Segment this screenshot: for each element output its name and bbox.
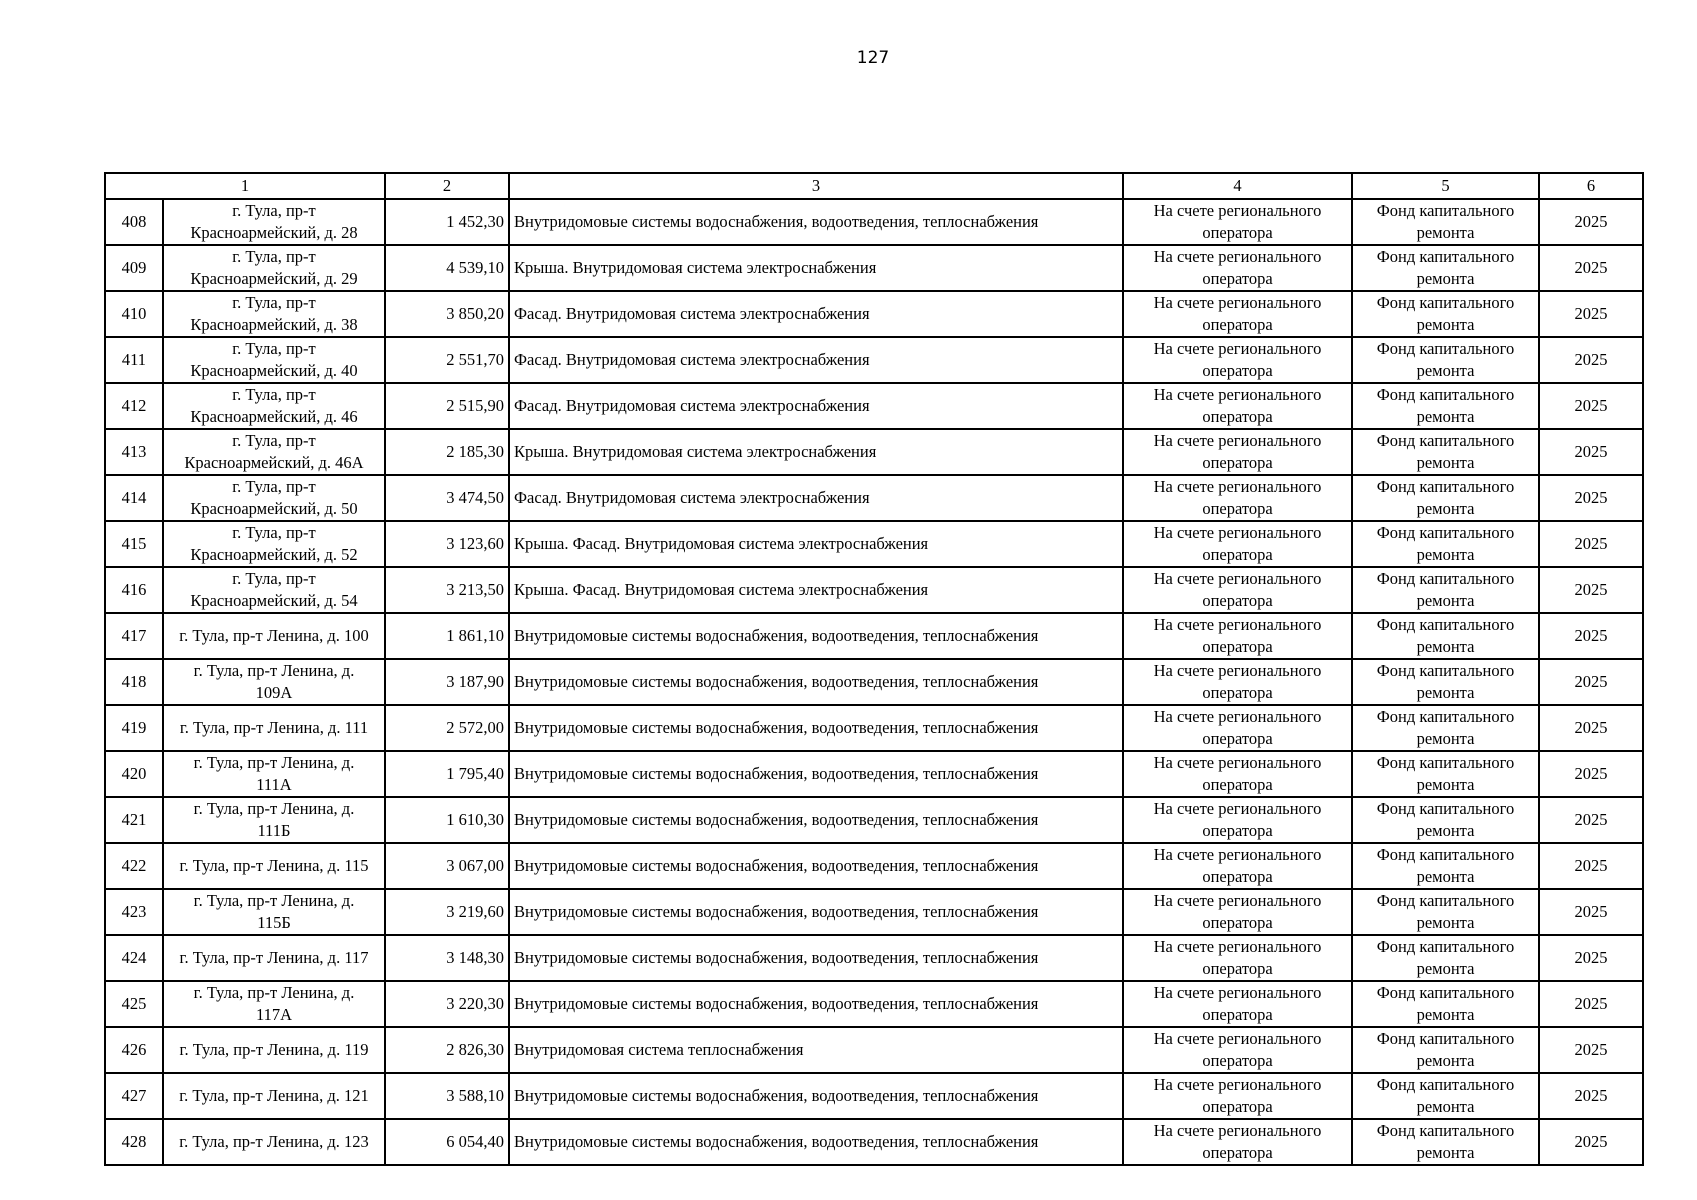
- account-cell-line: оператора: [1202, 1097, 1273, 1116]
- address-cell-line: г. Тула, пр-т: [232, 477, 316, 496]
- funding-cell: [1352, 1119, 1539, 1165]
- account-cell-line: На счете регионального: [1153, 385, 1322, 404]
- account-cell-line: На счете регионального: [1153, 1075, 1322, 1094]
- column-header: 1: [105, 173, 385, 199]
- address-cell-line: г. Тула, пр-т Ленина, д.: [193, 799, 355, 818]
- address-cell: [163, 337, 385, 383]
- account-cell-line: оператора: [1202, 775, 1273, 794]
- funding-cell: [1352, 843, 1539, 889]
- year-cell: 2025: [1539, 613, 1643, 659]
- table-header-row: [105, 173, 1643, 199]
- table-row: [105, 797, 1643, 843]
- account-cell: [1123, 797, 1352, 843]
- account-cell: [1123, 383, 1352, 429]
- account-cell: [1123, 613, 1352, 659]
- row-number: 415: [105, 521, 163, 567]
- year-cell: 2025: [1539, 1119, 1643, 1165]
- account-cell-line: На счете регионального: [1153, 615, 1322, 634]
- address-cell: [163, 981, 385, 1027]
- account-cell-line: На счете регионального: [1153, 293, 1322, 312]
- area-cell: 2 515,90: [385, 383, 509, 429]
- funding-cell-line: ремонта: [1416, 867, 1475, 886]
- address-cell-line: г. Тула, пр-т Ленина, д. 117: [179, 948, 369, 967]
- row-number: 416: [105, 567, 163, 613]
- address-cell-line: г. Тула, пр-т Ленина, д.: [193, 983, 355, 1002]
- funding-cell: [1352, 245, 1539, 291]
- account-cell: [1123, 429, 1352, 475]
- area-cell: 1 861,10: [385, 613, 509, 659]
- funding-cell-line: ремонта: [1416, 591, 1475, 610]
- area-cell: 3 067,00: [385, 843, 509, 889]
- area-cell: 3 588,10: [385, 1073, 509, 1119]
- area-cell: 2 551,70: [385, 337, 509, 383]
- row-number: 409: [105, 245, 163, 291]
- account-cell: [1123, 475, 1352, 521]
- address-cell-line: г. Тула, пр-т Ленина, д. 119: [179, 1040, 369, 1059]
- row-number: 411: [105, 337, 163, 383]
- year-cell: 2025: [1539, 797, 1643, 843]
- year-cell: 2025: [1539, 199, 1643, 245]
- table-row: [105, 751, 1643, 797]
- work-type-cell: Внутридомовая система теплоснабжения: [509, 1027, 1123, 1073]
- account-cell-line: оператора: [1202, 1051, 1273, 1070]
- funding-cell-line: Фонд капитального: [1376, 339, 1515, 358]
- address-cell-line: Красноармейский, д. 28: [190, 223, 358, 242]
- address-cell-line: г. Тула, пр-т: [232, 201, 316, 220]
- funding-cell-line: Фонд капитального: [1376, 1121, 1515, 1140]
- column-header: 5: [1352, 173, 1539, 199]
- row-number: 418: [105, 659, 163, 705]
- work-type-cell: Крыша. Внутридомовая система электроснабжения: [509, 245, 1123, 291]
- address-cell-line: г. Тула, пр-т Ленина, д.: [193, 753, 355, 772]
- funding-cell: [1352, 337, 1539, 383]
- address-cell-line: Красноармейский, д. 38: [190, 315, 358, 334]
- table-row: [105, 245, 1643, 291]
- area-cell: 4 539,10: [385, 245, 509, 291]
- work-type-cell: Внутридомовые системы водоснабжения, водоотведения, теплоснабжения: [509, 199, 1123, 245]
- year-cell: 2025: [1539, 245, 1643, 291]
- account-cell: [1123, 337, 1352, 383]
- area-cell: 1 452,30: [385, 199, 509, 245]
- address-cell-line: г. Тула, пр-т: [232, 523, 316, 542]
- address-cell: [163, 935, 385, 981]
- account-cell: [1123, 1027, 1352, 1073]
- funding-cell-line: ремонта: [1416, 1051, 1475, 1070]
- row-number: 420: [105, 751, 163, 797]
- funding-cell-line: ремонта: [1416, 683, 1475, 702]
- year-cell: 2025: [1539, 981, 1643, 1027]
- funding-cell-line: Фонд капитального: [1376, 247, 1515, 266]
- work-type-cell: Внутридомовые системы водоснабжения, водоотведения, теплоснабжения: [509, 797, 1123, 843]
- address-cell: [163, 659, 385, 705]
- funding-cell-line: ремонта: [1416, 223, 1475, 242]
- funding-cell-line: ремонта: [1416, 269, 1475, 288]
- account-cell-line: На счете регионального: [1153, 477, 1322, 496]
- year-cell: 2025: [1539, 843, 1643, 889]
- account-cell: [1123, 751, 1352, 797]
- work-type-cell: Внутридомовые системы водоснабжения, водоотведения, теплоснабжения: [509, 751, 1123, 797]
- account-cell-line: На счете регионального: [1153, 983, 1322, 1002]
- funding-cell-line: ремонта: [1416, 453, 1475, 472]
- table-row: [105, 1073, 1643, 1119]
- funding-cell: [1352, 199, 1539, 245]
- funding-cell: [1352, 567, 1539, 613]
- funding-cell-line: ремонта: [1416, 545, 1475, 564]
- year-cell: 2025: [1539, 337, 1643, 383]
- account-cell-line: На счете регионального: [1153, 1029, 1322, 1048]
- funding-cell-line: Фонд капитального: [1376, 799, 1515, 818]
- area-cell: 1 610,30: [385, 797, 509, 843]
- area-cell: 3 148,30: [385, 935, 509, 981]
- address-cell-line: г. Тула, пр-т Ленина, д. 100: [179, 626, 369, 645]
- funding-cell-line: ремонта: [1416, 1005, 1475, 1024]
- account-cell-line: оператора: [1202, 821, 1273, 840]
- funding-cell: [1352, 521, 1539, 567]
- table-row: [105, 199, 1643, 245]
- funding-cell-line: ремонта: [1416, 315, 1475, 334]
- funding-cell-line: Фонд капитального: [1376, 707, 1515, 726]
- address-cell: [163, 797, 385, 843]
- address-cell: [163, 1119, 385, 1165]
- area-cell: 3 123,60: [385, 521, 509, 567]
- funding-cell-line: Фонд капитального: [1376, 661, 1515, 680]
- row-number: 424: [105, 935, 163, 981]
- year-cell: 2025: [1539, 751, 1643, 797]
- address-cell-line: Красноармейский, д. 46: [190, 407, 358, 426]
- year-cell: 2025: [1539, 383, 1643, 429]
- funding-cell-line: Фонд капитального: [1376, 891, 1515, 910]
- funding-cell: [1352, 751, 1539, 797]
- work-type-cell: Внутридомовые системы водоснабжения, водоотведения, теплоснабжения: [509, 1073, 1123, 1119]
- account-cell-line: оператора: [1202, 959, 1273, 978]
- address-cell-line: г. Тула, пр-т Ленина, д. 111: [179, 718, 369, 737]
- year-cell: 2025: [1539, 291, 1643, 337]
- address-cell: [163, 1027, 385, 1073]
- address-cell: [163, 199, 385, 245]
- funding-cell-line: Фонд капитального: [1376, 845, 1515, 864]
- year-cell: 2025: [1539, 567, 1643, 613]
- area-cell: 6 054,40: [385, 1119, 509, 1165]
- table-row: [105, 291, 1643, 337]
- account-cell: [1123, 889, 1352, 935]
- table-row: [105, 567, 1643, 613]
- funding-cell: [1352, 981, 1539, 1027]
- area-cell: 3 474,50: [385, 475, 509, 521]
- funding-cell-line: Фонд капитального: [1376, 753, 1515, 772]
- account-cell-line: На счете регионального: [1153, 707, 1322, 726]
- address-cell-line: Красноармейский, д. 50: [190, 499, 358, 518]
- row-number: 408: [105, 199, 163, 245]
- funding-cell-line: ремонта: [1416, 959, 1475, 978]
- address-cell-line: г. Тула, пр-т Ленина, д. 115: [179, 856, 369, 875]
- funding-cell-line: ремонта: [1416, 407, 1475, 426]
- page-number: 127: [856, 48, 890, 68]
- account-cell-line: На счете регионального: [1153, 339, 1322, 358]
- funding-cell-line: Фонд капитального: [1376, 385, 1515, 404]
- year-cell: 2025: [1539, 1027, 1643, 1073]
- address-cell-line: г. Тула, пр-т Ленина, д.: [193, 891, 355, 910]
- row-number: 427: [105, 1073, 163, 1119]
- address-cell-line: 117А: [255, 1005, 293, 1024]
- funding-cell-line: ремонта: [1416, 821, 1475, 840]
- work-type-cell: Фасад. Внутридомовая система электроснабжения: [509, 291, 1123, 337]
- account-cell-line: оператора: [1202, 499, 1273, 518]
- row-number: 428: [105, 1119, 163, 1165]
- account-cell-line: оператора: [1202, 729, 1273, 748]
- account-cell-line: оператора: [1202, 913, 1273, 932]
- account-cell-line: На счете регионального: [1153, 937, 1322, 956]
- funding-cell-line: Фонд капитального: [1376, 983, 1515, 1002]
- account-cell-line: На счете регионального: [1153, 753, 1322, 772]
- column-header: 6: [1539, 173, 1643, 199]
- address-cell: [163, 383, 385, 429]
- row-number: 410: [105, 291, 163, 337]
- funding-cell-line: Фонд капитального: [1376, 523, 1515, 542]
- account-cell-line: оператора: [1202, 867, 1273, 886]
- account-cell-line: оператора: [1202, 545, 1273, 564]
- area-cell: 3 219,60: [385, 889, 509, 935]
- funding-cell-line: Фонд капитального: [1376, 937, 1515, 956]
- year-cell: 2025: [1539, 1073, 1643, 1119]
- area-cell: 3 850,20: [385, 291, 509, 337]
- table-row: [105, 613, 1643, 659]
- account-cell: [1123, 935, 1352, 981]
- area-cell: 3 220,30: [385, 981, 509, 1027]
- funding-cell-line: ремонта: [1416, 637, 1475, 656]
- account-cell: [1123, 659, 1352, 705]
- account-cell: [1123, 291, 1352, 337]
- address-cell: [163, 475, 385, 521]
- column-header: 4: [1123, 173, 1352, 199]
- year-cell: 2025: [1539, 521, 1643, 567]
- row-number: 422: [105, 843, 163, 889]
- funding-cell: [1352, 797, 1539, 843]
- funding-cell-line: Фонд капитального: [1376, 1029, 1515, 1048]
- address-cell: [163, 245, 385, 291]
- account-cell-line: На счете регионального: [1153, 431, 1322, 450]
- address-cell-line: 115Б: [257, 913, 291, 932]
- area-cell: 1 795,40: [385, 751, 509, 797]
- table-row: [105, 935, 1643, 981]
- year-cell: 2025: [1539, 705, 1643, 751]
- table-row: [105, 429, 1643, 475]
- address-cell-line: г. Тула, пр-т: [232, 385, 316, 404]
- table-row: [105, 1027, 1643, 1073]
- area-cell: 3 187,90: [385, 659, 509, 705]
- work-type-cell: Внутридомовые системы водоснабжения, водоотведения, теплоснабжения: [509, 889, 1123, 935]
- work-type-cell: Внутридомовые системы водоснабжения, водоотведения, теплоснабжения: [509, 843, 1123, 889]
- account-cell-line: На счете регионального: [1153, 201, 1322, 220]
- address-cell: [163, 1073, 385, 1119]
- account-cell: [1123, 1119, 1352, 1165]
- funding-cell: [1352, 889, 1539, 935]
- account-cell-line: оператора: [1202, 591, 1273, 610]
- address-cell-line: 111А: [256, 775, 292, 794]
- account-cell-line: оператора: [1202, 269, 1273, 288]
- table-row: [105, 981, 1643, 1027]
- funding-cell: [1352, 429, 1539, 475]
- address-cell-line: Красноармейский, д. 46А: [184, 453, 364, 472]
- work-type-cell: Крыша. Фасад. Внутридомовая система электроснабжения: [509, 567, 1123, 613]
- table-row: [105, 475, 1643, 521]
- account-cell-line: оператора: [1202, 361, 1273, 380]
- account-cell: [1123, 199, 1352, 245]
- funding-cell: [1352, 659, 1539, 705]
- account-cell-line: На счете регионального: [1153, 661, 1322, 680]
- account-cell-line: оператора: [1202, 1005, 1273, 1024]
- work-type-cell: Внутридомовые системы водоснабжения, водоотведения, теплоснабжения: [509, 613, 1123, 659]
- address-cell: [163, 613, 385, 659]
- table-row: [105, 843, 1643, 889]
- funding-cell: [1352, 935, 1539, 981]
- year-cell: 2025: [1539, 659, 1643, 705]
- account-cell-line: оператора: [1202, 407, 1273, 426]
- row-number: 423: [105, 889, 163, 935]
- row-number: 426: [105, 1027, 163, 1073]
- funding-cell-line: Фонд капитального: [1376, 431, 1515, 450]
- funding-cell-line: Фонд капитального: [1376, 1075, 1515, 1094]
- repair-program-table: [104, 172, 1644, 1166]
- funding-cell: [1352, 613, 1539, 659]
- address-cell-line: г. Тула, пр-т Ленина, д. 123: [179, 1132, 369, 1151]
- funding-cell-line: ремонта: [1416, 1097, 1475, 1116]
- account-cell: [1123, 521, 1352, 567]
- area-cell: 2 572,00: [385, 705, 509, 751]
- address-cell-line: г. Тула, пр-т Ленина, д. 121: [179, 1086, 369, 1105]
- account-cell-line: оператора: [1202, 223, 1273, 242]
- table-row: [105, 521, 1643, 567]
- funding-cell-line: Фонд капитального: [1376, 569, 1515, 588]
- row-number: 412: [105, 383, 163, 429]
- account-cell-line: оператора: [1202, 315, 1273, 334]
- account-cell: [1123, 1073, 1352, 1119]
- table-row: [105, 705, 1643, 751]
- address-cell: [163, 889, 385, 935]
- address-cell-line: Красноармейский, д. 54: [190, 591, 358, 610]
- account-cell: [1123, 567, 1352, 613]
- address-cell-line: Красноармейский, д. 40: [190, 361, 358, 380]
- funding-cell: [1352, 1073, 1539, 1119]
- table-row: [105, 889, 1643, 935]
- address-cell: [163, 843, 385, 889]
- account-cell-line: На счете регионального: [1153, 891, 1322, 910]
- account-cell-line: На счете регионального: [1153, 845, 1322, 864]
- funding-cell: [1352, 475, 1539, 521]
- year-cell: 2025: [1539, 935, 1643, 981]
- column-header: 2: [385, 173, 509, 199]
- address-cell: [163, 291, 385, 337]
- table-row: [105, 383, 1643, 429]
- account-cell-line: оператора: [1202, 683, 1273, 702]
- funding-cell: [1352, 705, 1539, 751]
- account-cell: [1123, 981, 1352, 1027]
- funding-cell-line: ремонта: [1416, 361, 1475, 380]
- account-cell-line: На счете регионального: [1153, 1121, 1322, 1140]
- row-number: 417: [105, 613, 163, 659]
- row-number: 419: [105, 705, 163, 751]
- row-number: 414: [105, 475, 163, 521]
- account-cell-line: На счете регионального: [1153, 523, 1322, 542]
- address-cell-line: г. Тула, пр-т: [232, 431, 316, 450]
- address-cell: [163, 567, 385, 613]
- funding-cell: [1352, 383, 1539, 429]
- area-cell: 2 185,30: [385, 429, 509, 475]
- area-cell: 3 213,50: [385, 567, 509, 613]
- address-cell-line: 109А: [255, 683, 293, 702]
- year-cell: 2025: [1539, 429, 1643, 475]
- area-cell: 2 826,30: [385, 1027, 509, 1073]
- work-type-cell: Внутридомовые системы водоснабжения, водоотведения, теплоснабжения: [509, 705, 1123, 751]
- account-cell: [1123, 245, 1352, 291]
- account-cell: [1123, 705, 1352, 751]
- address-cell: [163, 429, 385, 475]
- address-cell-line: г. Тула, пр-т: [232, 293, 316, 312]
- account-cell-line: На счете регионального: [1153, 247, 1322, 266]
- row-number: 413: [105, 429, 163, 475]
- table-row: [105, 1119, 1643, 1165]
- work-type-cell: Фасад. Внутридомовая система электроснабжения: [509, 337, 1123, 383]
- work-type-cell: Внутридомовые системы водоснабжения, водоотведения, теплоснабжения: [509, 1119, 1123, 1165]
- work-type-cell: Внутридомовые системы водоснабжения, водоотведения, теплоснабжения: [509, 935, 1123, 981]
- funding-cell: [1352, 291, 1539, 337]
- address-cell-line: г. Тула, пр-т: [232, 247, 316, 266]
- funding-cell-line: Фонд капитального: [1376, 201, 1515, 220]
- address-cell: [163, 751, 385, 797]
- row-number: 421: [105, 797, 163, 843]
- funding-cell-line: Фонд капитального: [1376, 615, 1515, 634]
- row-number: 425: [105, 981, 163, 1027]
- account-cell-line: оператора: [1202, 637, 1273, 656]
- address-cell: [163, 705, 385, 751]
- address-cell-line: г. Тула, пр-т Ленина, д.: [193, 661, 355, 680]
- funding-cell-line: ремонта: [1416, 1143, 1475, 1162]
- account-cell-line: На счете регионального: [1153, 569, 1322, 588]
- address-cell-line: Красноармейский, д. 52: [190, 545, 358, 564]
- funding-cell-line: ремонта: [1416, 913, 1475, 932]
- year-cell: 2025: [1539, 475, 1643, 521]
- table-row: [105, 337, 1643, 383]
- account-cell-line: оператора: [1202, 453, 1273, 472]
- work-type-cell: Фасад. Внутридомовая система электроснабжения: [509, 475, 1123, 521]
- funding-cell: [1352, 1027, 1539, 1073]
- address-cell-line: Красноармейский, д. 29: [190, 269, 358, 288]
- work-type-cell: Внутридомовые системы водоснабжения, водоотведения, теплоснабжения: [509, 981, 1123, 1027]
- year-cell: 2025: [1539, 889, 1643, 935]
- table-row: [105, 659, 1643, 705]
- funding-cell-line: ремонта: [1416, 499, 1475, 518]
- funding-cell-line: ремонта: [1416, 775, 1475, 794]
- account-cell: [1123, 843, 1352, 889]
- account-cell-line: оператора: [1202, 1143, 1273, 1162]
- column-header: 3: [509, 173, 1123, 199]
- account-cell-line: На счете регионального: [1153, 799, 1322, 818]
- work-type-cell: Внутридомовые системы водоснабжения, водоотведения, теплоснабжения: [509, 659, 1123, 705]
- address-cell-line: 111Б: [257, 821, 291, 840]
- work-type-cell: Фасад. Внутридомовая система электроснабжения: [509, 383, 1123, 429]
- work-type-cell: Крыша. Фасад. Внутридомовая система электроснабжения: [509, 521, 1123, 567]
- address-cell: [163, 521, 385, 567]
- address-cell-line: г. Тула, пр-т: [232, 339, 316, 358]
- funding-cell-line: Фонд капитального: [1376, 293, 1515, 312]
- funding-cell-line: ремонта: [1416, 729, 1475, 748]
- address-cell-line: г. Тула, пр-т: [232, 569, 316, 588]
- funding-cell-line: Фонд капитального: [1376, 477, 1515, 496]
- work-type-cell: Крыша. Внутридомовая система электроснабжения: [509, 429, 1123, 475]
